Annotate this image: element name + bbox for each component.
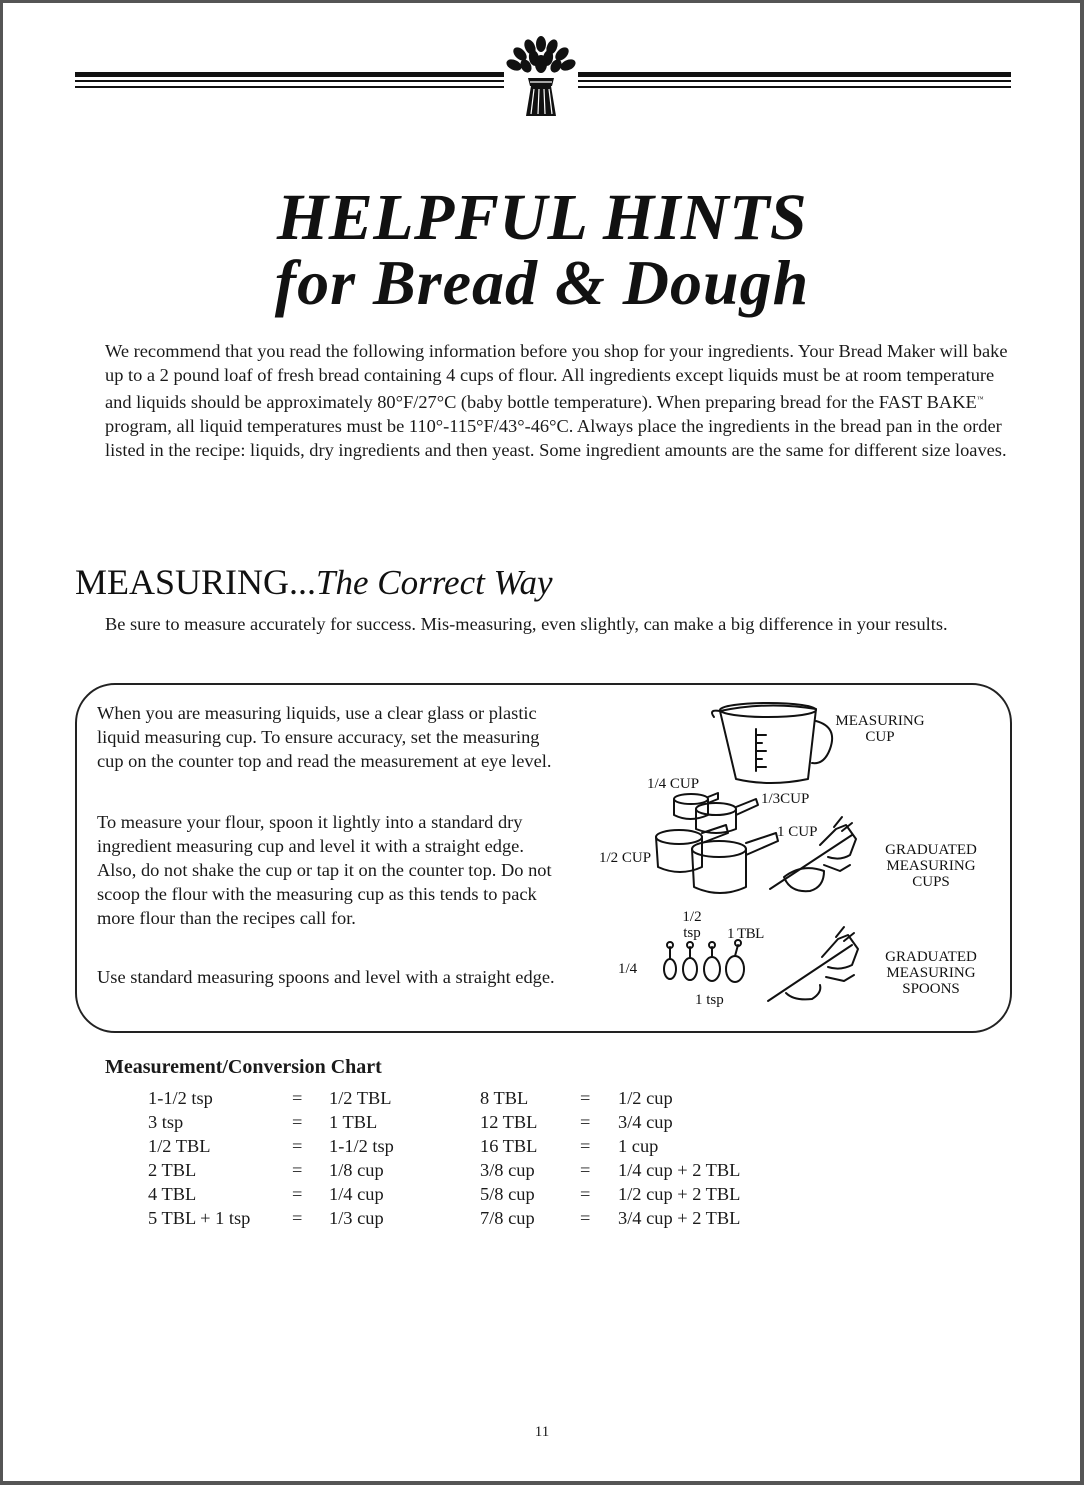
- chart-left-from: 5 TBL + 1 tsp: [148, 1208, 251, 1228]
- chart-equals: =: [292, 1136, 303, 1156]
- measuring-illustration: [590, 695, 1000, 1020]
- chart-right-to: 1/4 cup + 2 TBL: [618, 1160, 741, 1180]
- label-one-tbl: 1 TBL: [727, 926, 764, 942]
- measuring-spoons-icon: [664, 940, 744, 982]
- chart-right-to: 1/2 cup + 2 TBL: [618, 1184, 741, 1204]
- leveling-hand-cups-icon: [784, 868, 824, 891]
- label-third-cup: 1/3CUP: [761, 791, 810, 807]
- tip-flour: To measure your flour, spoon it lightly into a standard dry ingredient measuring cup and level it with a straight edge. Also, do not shake the cup or tap it on the counter top. Do not scoop the flour with the measuring cup as this tends to pack more flour than the recipes call for.: [97, 812, 552, 928]
- chart-equals: =: [580, 1160, 591, 1180]
- chart-right-to: 1/2 cup: [618, 1088, 673, 1108]
- chart-left-to: 1/8 cup: [329, 1160, 384, 1180]
- page-number: 11: [534, 1424, 550, 1440]
- chart-left-to: 1 TBL: [329, 1112, 378, 1132]
- measuring-heading: [75, 561, 553, 603]
- chart-right-from: 8 TBL: [480, 1088, 529, 1108]
- page-title-line1: HELPFUL HINTS: [276, 181, 808, 254]
- chart-right-from: 7/8 cup: [480, 1208, 535, 1228]
- chart-left-from: 3 tsp: [148, 1112, 184, 1132]
- chart-right-to: 3/4 cup + 2 TBL: [618, 1208, 741, 1228]
- intro-text-part1: We recommend that you read the following information before you shop for your ingredients. Your Bread Maker will bake up to a 2 pound loaf of fresh bread containing 4 cups of flour. All ingredients except liquids must be at room temperature and liquids should be approximately 80°F/27°C (baby bottle temperature). When preparing bread for the FAST BAKE: [105, 341, 1008, 413]
- intro-text-part2: program, all liquid temperatures must be 110°-115°F/43°-46°C. Always place the ingredients in the bread pan in the order listed in the recipe: liquids, dry ingredients and then yeast. Some ingredient amounts are the same for different size loaves.: [105, 416, 1007, 461]
- chart-left-from: 1-1/2 tsp: [148, 1088, 213, 1108]
- measuring-heading-italic: The Correct Way: [316, 563, 553, 602]
- conversion-chart-title: Measurement/Conversion Chart: [105, 1056, 382, 1078]
- trademark-mark: ™: [976, 395, 984, 403]
- chart-equals: =: [580, 1112, 591, 1132]
- chart-right-to: 3/4 cup: [618, 1112, 673, 1132]
- chart-equals: =: [292, 1184, 303, 1204]
- label-graduated-cups: GRADUATED MEASURING CUPS: [885, 842, 977, 890]
- chart-left-to: 1/2 TBL: [329, 1088, 392, 1108]
- label-measuring-cup: MEASURING CUP: [835, 713, 925, 745]
- chart-right-from: 3/8 cup: [480, 1160, 535, 1180]
- label-one-tsp: 1 tsp: [695, 992, 724, 1008]
- chart-equals: =: [292, 1208, 303, 1228]
- chart-equals: =: [292, 1088, 303, 1108]
- chart-right-to: 1 cup: [618, 1136, 659, 1156]
- page-title-line2: for Bread & Dough: [274, 247, 810, 318]
- wheat-sheaf-icon: [504, 34, 578, 120]
- label-quarter-cup: 1/4 CUP: [647, 776, 700, 792]
- chart-equals: =: [580, 1088, 591, 1108]
- chart-equals: =: [580, 1208, 591, 1228]
- chart-right-from: 5/8 cup: [480, 1184, 535, 1204]
- label-half-tsp: 1/2 tsp: [682, 909, 702, 941]
- tip-liquids: When you are measuring liquids, use a clear glass or plastic liquid measuring cup. To ensure accuracy, set the measuring cup on the counter top and read the measurement at eye level.: [97, 703, 552, 771]
- chart-equals: =: [580, 1184, 591, 1204]
- tip-spoons: Use standard measuring spoons and level with a straight edge.: [97, 967, 555, 987]
- label-half-cup: 1/2 CUP: [599, 850, 652, 866]
- measuring-subtext: Be sure to measure accurately for success. Mis-measuring, even slightly, can make a big difference in your results.: [105, 614, 948, 634]
- chart-right-from: 12 TBL: [480, 1112, 538, 1132]
- leveling-hand-spoons-icon: [786, 985, 820, 999]
- chart-left-to: 1-1/2 tsp: [329, 1136, 394, 1156]
- chart-right-from: 16 TBL: [480, 1136, 538, 1156]
- chart-equals: =: [292, 1112, 303, 1132]
- chart-left-to: 1/4 cup: [329, 1184, 384, 1204]
- label-quarter-tsp: 1/4: [618, 961, 638, 977]
- chart-left-from: 4 TBL: [148, 1184, 197, 1204]
- measuring-heading-main: MEASURING...: [75, 562, 317, 602]
- chart-equals: =: [292, 1160, 303, 1180]
- chart-left-to: 1/3 cup: [329, 1208, 384, 1228]
- chart-equals: =: [580, 1136, 591, 1156]
- chart-left-from: 2 TBL: [148, 1160, 197, 1180]
- label-one-cup: 1 CUP: [777, 824, 818, 840]
- label-graduated-spoons: GRADUATED MEASURING SPOONS: [885, 949, 977, 997]
- intro-paragraph: [105, 339, 1015, 462]
- chart-left-from: 1/2 TBL: [148, 1136, 211, 1156]
